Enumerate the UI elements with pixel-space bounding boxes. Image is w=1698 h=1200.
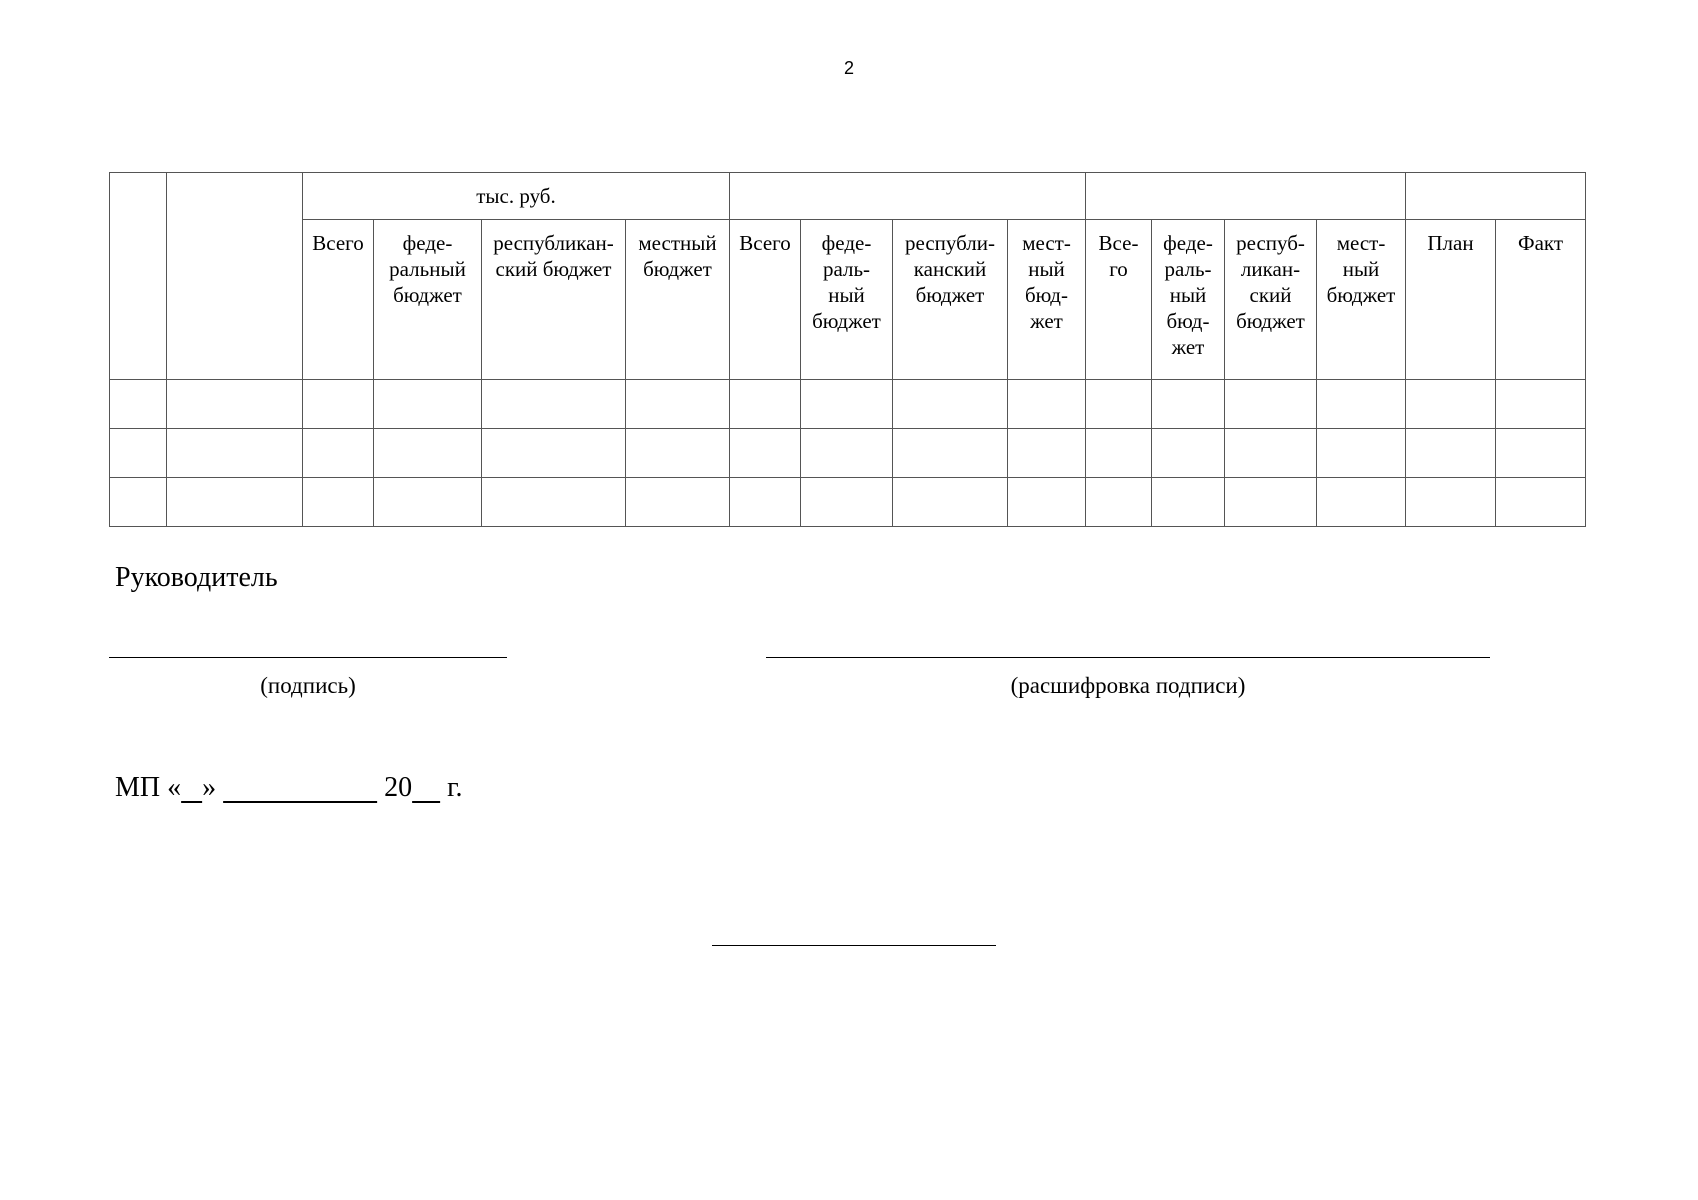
signature-decode-line (766, 657, 1490, 658)
table-cell (801, 380, 893, 429)
column-header (374, 220, 482, 380)
table-cell (303, 380, 374, 429)
table-cell (1086, 478, 1152, 527)
header-row (110, 173, 1586, 220)
table-cell (482, 478, 626, 527)
table-cell (482, 429, 626, 478)
table-cell (303, 429, 374, 478)
table-cell (730, 429, 801, 478)
column-header-label: республи- канский бюджет (905, 231, 995, 307)
table-cell (801, 429, 893, 478)
header-number-cell (110, 173, 167, 380)
table-row (110, 429, 1586, 478)
column-header-label: Все- го (1098, 231, 1139, 281)
head-label: Руководитель (115, 562, 278, 593)
table-cell (167, 380, 303, 429)
table-row (110, 380, 1586, 429)
column-header-label: План (1427, 231, 1474, 255)
table-cell (1086, 429, 1152, 478)
table-cell (1152, 380, 1225, 429)
table-cell (110, 429, 167, 478)
group-header-2 (730, 173, 1086, 220)
table-cell (801, 478, 893, 527)
table-cell (1152, 478, 1225, 527)
column-header (1317, 220, 1406, 380)
table-cell (893, 478, 1008, 527)
header-name-cell (167, 173, 303, 380)
budget-table (109, 172, 1586, 527)
table-cell (167, 478, 303, 527)
column-header (1152, 220, 1225, 380)
column-header-label: Факт (1517, 231, 1563, 255)
table-cell (1317, 429, 1406, 478)
column-header (482, 220, 626, 380)
year-prefix: 20 (384, 772, 413, 803)
table-cell (1225, 380, 1317, 429)
table-cell (1225, 429, 1317, 478)
column-header-label: республикан- ский бюджет (493, 231, 614, 281)
table-cell (893, 429, 1008, 478)
table-row (110, 478, 1586, 527)
column-header-label: Всего (739, 231, 791, 255)
table-cell (110, 478, 167, 527)
table-cell (1317, 478, 1406, 527)
table-cell (374, 478, 482, 527)
month-blank (223, 772, 377, 803)
stamp-close-quote: » (202, 772, 217, 803)
day-blank (181, 772, 202, 803)
column-header (1225, 220, 1317, 380)
signature-decode-caption: (расшифровка подписи) (1010, 673, 1246, 698)
stamp-date-line (115, 772, 462, 804)
table-cell (1152, 429, 1225, 478)
table-cell (1496, 478, 1586, 527)
table-cell (1406, 478, 1496, 527)
group-header-4 (1406, 173, 1586, 220)
column-header-label: феде- раль- ный бюджет (812, 231, 881, 333)
signature-caption: (подпись) (260, 673, 356, 698)
page-number: 2 (843, 58, 854, 78)
table-cell (626, 380, 730, 429)
table-cell (893, 380, 1008, 429)
column-header-label: местный бюджет (638, 231, 717, 281)
unit-header: тыс. руб. (303, 173, 730, 220)
column-header (1406, 220, 1496, 380)
column-header-label: Всего (312, 231, 364, 255)
column-header (303, 220, 374, 380)
year-suffix: г. (440, 772, 463, 803)
column-header (1008, 220, 1086, 380)
column-header (893, 220, 1008, 380)
column-header (1496, 220, 1586, 380)
column-header (801, 220, 893, 380)
table-cell (303, 478, 374, 527)
table-cell (1008, 478, 1086, 527)
subheader-row (110, 220, 1586, 380)
table-cell (167, 429, 303, 478)
table-cell (482, 380, 626, 429)
footer-separator-line (712, 945, 996, 946)
table-cell (1225, 478, 1317, 527)
column-header-label: респуб- ликан- ский бюджет (1236, 231, 1305, 333)
column-header-label: мест- ный бюд- жет (1022, 231, 1071, 333)
year-blank (412, 772, 440, 803)
column-header-label: феде- раль- ный бюд- жет (1163, 231, 1213, 359)
table-cell (1086, 380, 1152, 429)
table-cell (1008, 429, 1086, 478)
table-cell (626, 478, 730, 527)
table-cell (1317, 380, 1406, 429)
column-header (730, 220, 801, 380)
table-cell (1496, 429, 1586, 478)
table-cell (110, 380, 167, 429)
table-cell (1496, 380, 1586, 429)
stamp-prefix: МП « (115, 772, 182, 803)
table-cell (1008, 380, 1086, 429)
table-cell (1406, 429, 1496, 478)
group-header-3 (1086, 173, 1406, 220)
table-cell (374, 380, 482, 429)
signature-line (109, 657, 507, 658)
column-header (626, 220, 730, 380)
table-cell (730, 478, 801, 527)
column-header-label: феде- ральный бюджет (389, 231, 466, 307)
table-cell (730, 380, 801, 429)
table-cell (374, 429, 482, 478)
table-cell (1406, 380, 1496, 429)
column-header-label: мест- ный бюджет (1326, 231, 1396, 307)
table-cell (626, 429, 730, 478)
column-header (1086, 220, 1152, 380)
